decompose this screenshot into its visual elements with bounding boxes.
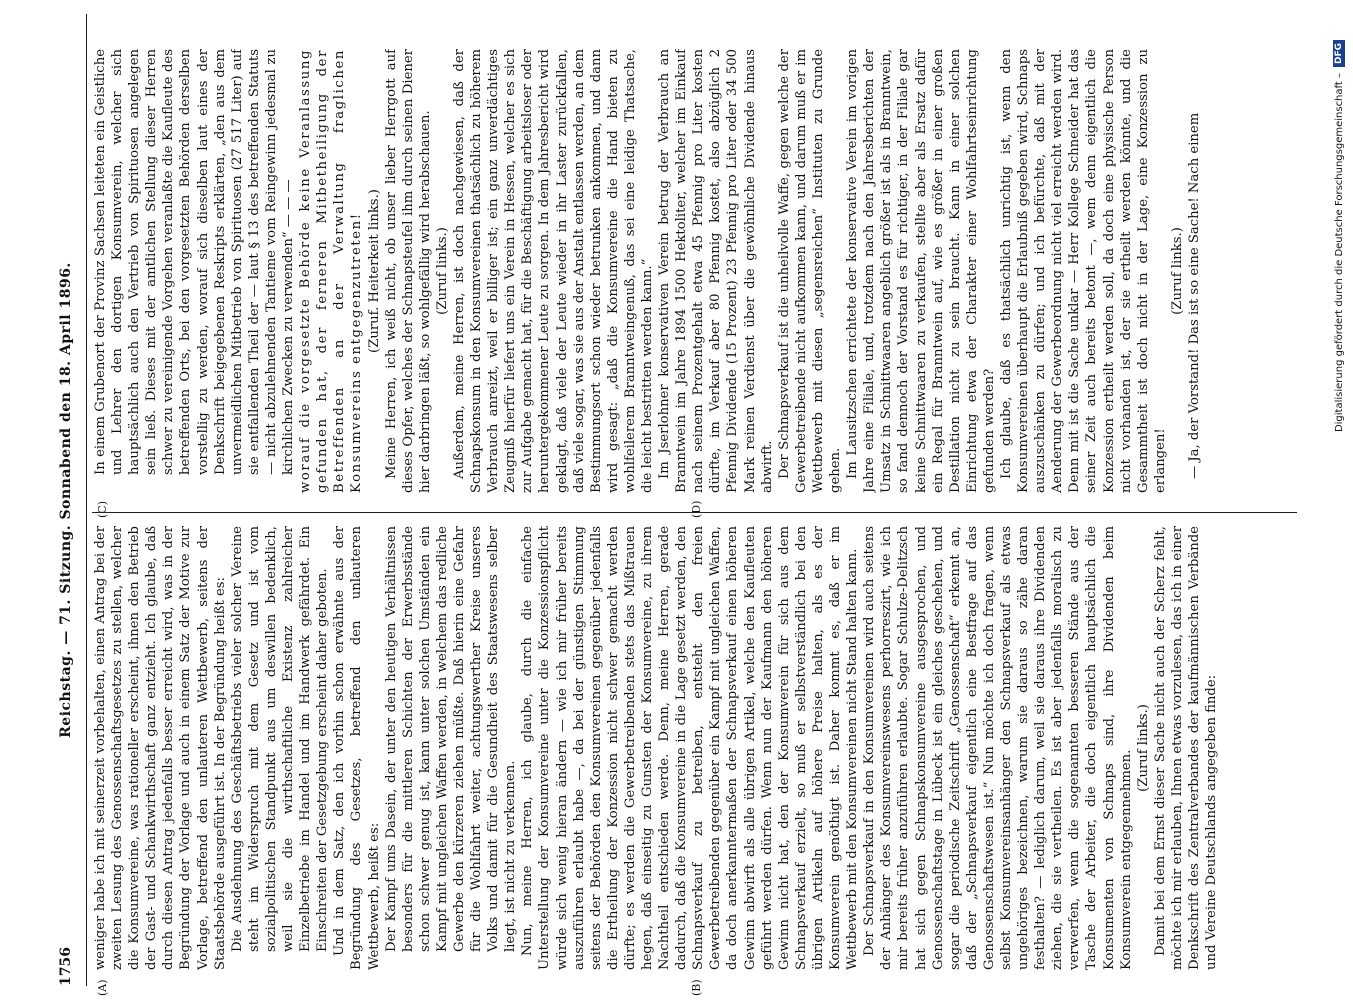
column-divider: [92, 512, 1297, 513]
quotation: Der Kampf ums Dasein, der unter den heutigen Verhältnissen besonders für die mittleren Schichten der Erwerbsstände schon schwer genug ist, kann unter solchen Umständen ein Kampf mit ungleichen Waffen werden, in welchem das redliche Gewerbe den kürzeren ziehen müßte. Daß hierin eine Gefahr für die Wohlfahrt weiter, achtungswerther Kreise unseres Volks und damit für die Gesundheit des Staatswesens selber liegt, ist nicht zu verkennen.: [383, 526, 519, 952]
paragraph: — Ja, der Vorstand! Das ist so eine Sache! Nach einem: [1187, 112, 1202, 479]
paragraph: Nun, meine Herren, ich glaube, durch die einfache Unterstellung der Konsumvereine unter die Konzessionspflicht würde sich wenig hieran ändern — wie ich mir früher bereits auszuführen erlaubt habe —, da bei der günstigen Stimmung seitens der Behörden den Konsumvereinen gegenüber jedenfalls die Ertheilung der Konzession nicht schwer gemacht werden dürfte; es werden die Gewerbetreibenden stets das Mißtrauen hegen, daß einseitig zu Gunsten der Konsumvereine, zu ihrem Nachtheil entschieden werde. Denn, meine Herren, gerade dadurch, daß die Konsumvereine in die Lage gesetzt werden, den Schnapsverkauf zu betreiben, entsteht den freien Gewerbetreibenden gegenüber ein Kampf mit ungleichen Waffen, da doch anerkanntermaßen der Schnapsverkauf einen höheren Gewinn abwirft als alle übrigen Artikel, welche den Kaufleuten geführt werden dürfen. Wenn nun der Kaufmann den höheren Gewinn nicht hat, den der Konsumverein für sich aus dem Schnapsverkauf erzielt, so muß er selbstverständlich bei den übrigen Artikeln auf höhere Preise halten, als es der Konsumverein genöthigt ist. Daher kommt es, daß er im Wettbewerb mit den Konsumvereinen nicht Stand halten kann.: [520, 526, 861, 970]
paragraph: Im Jserlohner konservativen Verein betrug der Verbrauch an Branntwein im Jahre 1894 1500 Hektoliter, welcher im Einkauf nach seinem Prozentgehalt etwa 45 Pfennig pro Liter kosten dürfte, im Verkauf aber 80 Pfennig kostet, also abzüglich 2 Pfennig Dividende (15 Prozent) 23 Pfennig pro Liter oder 34 500 Mark reinen Verdienst über die gewöhnliche Dividende hinaus abwirft.: [657, 49, 775, 493]
paragraph: Außerdem, meine Herren, ist doch nachgewiesen, daß der Schnapskonsum in den Konsumvereinen thatsächlich zu höherem Verbrauch anreizt, weil er billiger ist; ein ganz unverdächtiges Zeugniß hierfür liefert uns ein Verein in Hessen, welcher es sich zur Aufgabe gemacht hat, für die Beschäftigung arbeitsloser oder heruntergekommener Leute zu sorgen. In dem Jahresbericht wird geklagt, daß viele der Leute wieder in ihr Laster zurückfallen, daß viele sogar, was sie aus der Anstalt entlassen werden, an dem Bestimmungsort schon wieder betrunken ankommen, und dann wird gesagt: „daß die Konsumvereine die Hand bieten zu wohlfeilerem Branntweingenuß, das sei eine leidige Thatsache, die leicht bestritten werden kann.“: [451, 49, 655, 493]
paragraph: worauf die vorgesetzte Behörde keine Veranlassung gefunden hat, der ferneren Mitbetheiligung der Betreffenden an der Verwaltung fraglichen Konsumvereins entgegenzutreten!: [298, 49, 365, 493]
quotation: In einem Grubenort der Provinz Sachsen leiteten ein Geistliche und Lehrer den dortigen Konsumverein, welcher sich hauptsächlich auch den Vertrieb von Spirituosen angelegen sein ließ. Dieses mit der amtlichen Stellung dieser Herren schwer zu vereinigende Vorgehen veranlaßte die Kaufleute des betreffenden Orts, bei den vorgesetzten Behörden derselben vorstellig zu werden, worauf sich dieselben laut eines der Denkschrift beigegebenen Reskripts erklärten, „den aus dem unvermeidlichen Mitbetrieb von Spirituosen (27 517 Liter) auf sie entfallenden Theil der — laut § 13 des betreffenden Statuts — nicht abzulehnenden Tantieme vom Reingewinn jedesmal zu kirchlichen Zwecken zu verwenden“ — — —: [93, 49, 297, 475]
page-header: [50, 0, 82, 1000]
paragraph: Der Schnapsverkauf in den Konsumvereinen wird auch seitens der Anhänger des Konsumvereinswesens perhorreszirt, wie ich mir bereits früher anzuführen erlaubte. Sogar Schulze-Delitzsch hat sich gegen Schnapskonsumvereine ausgesprochen, und Genossenschaftstage in Lübeck ist ein gleiches geschehen, und sogar die periodische Zeitschrift „Genossenschaft“ erkennt an, daß der „Schnapsverkauf eigentlich eine Bestfrage auf das Genossenschaftswesen ist.“ Nun möchte ich doch fragen, wenn selbst Konsumvereinsanhänger den Schnapsverkauf als etwas ungehöriges bezeichnen, warum sie daraus so zähe daran festhalten? — lediglich darum, weil sie daraus ihre Dividenden ziehen, die sie vertheilen. Es ist aber jedenfalls moralisch zu verwerfen, wenn die sogenannten besseren Stände aus der Tasche der Arbeiter, die doch eigentlich hauptsächlich die Konsumenten von Schnaps sind, ihre Dividenden beim Konsumverein entgegennehmen.: [862, 526, 1134, 970]
dfg-logo: DFG: [1333, 40, 1345, 67]
credit-text: Digitalisierung gefördert durch die Deutsche Forschungsgemeinschaft –: [1333, 73, 1345, 433]
paragraph: Der Schnapsverkauf ist die unheilvolle Waffe, gegen welche der Gewerbetreibende nicht aufkommen kann, und darum muß er im Wettbewerb mit diesen „segensreichen“ Instituten zu Grunde gehen.: [776, 49, 844, 493]
page-title: Reichstag. — 71. Sitzung. Sonnabend den 18. April 1896.: [58, 262, 74, 738]
right-column: [92, 49, 1297, 493]
quotation: Die Ausdehnung des Geschäftsbetriebs vieler solcher Vereine steht im Widerspruch mit dem Gesetz und ist vom sozialpolitischen Standpunkt aus um deswillen bedenklich, weil sie die wirthschaftliche Existenz zahlreicher Einzelbetriebe im Handel und im Handwerk gefährdet. Ein Einschreiten der Gesetzgebung erscheint daher geboten.: [229, 526, 331, 952]
paragraph: Im Lausitzschen errichtete der konservative Verein im vorigen Jahre eine Filiale, und, trotzdem nach den Jahresberichten der Umsatz in Schnittwaaren angeblich größer ist als in Branntwein, so fand dennoch der Vorstand es für richtiger, in der Filiale gar keine Schnittwaaren zu verkaufen, stellte aber als Ersatz dafür ein Regal für Branntwein auf, wie es größer in einer großen Destillation nicht zu sein braucht. Kann in einer solchen Einrichtung etwa der Charakter einer Wohlfahrtseinrichtung gefunden werden?: [845, 49, 997, 493]
paragraph: Ich glaube, daß es thatsächlich unrichtig ist, wenn den Konsumvereinen überhaupt die Erlaubniß gegeben wird, Schnaps auszuschänken zu dürfen; und ich befürchte, daß mit der Aenderung der Gewerbeordnung nicht viel erreicht werden wird. Denn mit ist die Sache unklar — Herr Kollege Schneider hat das seiner Zeit auch bereits betont —, wem denn eigentlich die Konzession ertheilt werden soll, da doch eine physische Person nicht vorhanden ist, der sie ertheilt werden könnte, und die Gesammtheit ist doch nicht in der Lage, eine Konzession zu erlangen!: [998, 49, 1168, 493]
interjection: (Zuruf links.): [1169, 227, 1185, 315]
paragraph: Meine Herren, ich weiß nicht, ob unser lieber Herrgott auf dieses Opfer, welches der Schnapsteufel ihm durch seinen Diener hier darbringen läßt, so wohlgefällig wird herabschauen.: [383, 49, 433, 493]
interjection: (Zuruf links.): [434, 227, 450, 315]
interjection: (Zuruf. Heiterkeit links.): [366, 189, 382, 353]
paragraph: Damit bei dem Ernst dieser Sache nicht auch der Scherz fehlt, möchte ich mir erlauben, Ihnen etwas vorzulesen, das ich in einer Denkschrift des Zentralverbandes der kaufmännischen Verbände und Vereine Deutschlands angegeben finde:: [1152, 526, 1220, 970]
header-rule: [86, 14, 87, 986]
left-column: [92, 526, 1297, 970]
interjection: (Zuruf links.): [1135, 704, 1151, 792]
paragraph: weniger habe ich mit seinerzeit vorbehalten, einen Antrag bei der zweiten Lesung des Genossenschaftsgesetzes zu stellen, welcher die Konsumvereine, was rationeller erscheint, ihnen den Betrieb der Gast- und Schankwirthschaft ganz entzieht. Ich glaube, daß durch diesen Antrag jedenfalls besser erreicht wird, was in der Begründung der Vorlage und auch in einem Satz der Motive zur Vorlage, betreffend den unlauteren Wettbewerb, seitens der Staatsbehörde ausgeführt ist. In der Begründung heißt es:: [93, 526, 228, 970]
page-number: 1756: [58, 947, 74, 986]
digitization-credit: [1333, 40, 1345, 432]
margin-marker-a: (A): [96, 979, 109, 996]
margin-marker-c: (C): [96, 501, 109, 518]
paragraph: Und in dem Satz, den ich vorhin schon erwähnte aus der Begründung des Gesetzes, betreffend den unlauteren Wettbewerb, heißt es:: [332, 526, 382, 970]
margin-marker-b: (B): [690, 979, 703, 996]
margin-marker-d: (D): [690, 500, 703, 518]
